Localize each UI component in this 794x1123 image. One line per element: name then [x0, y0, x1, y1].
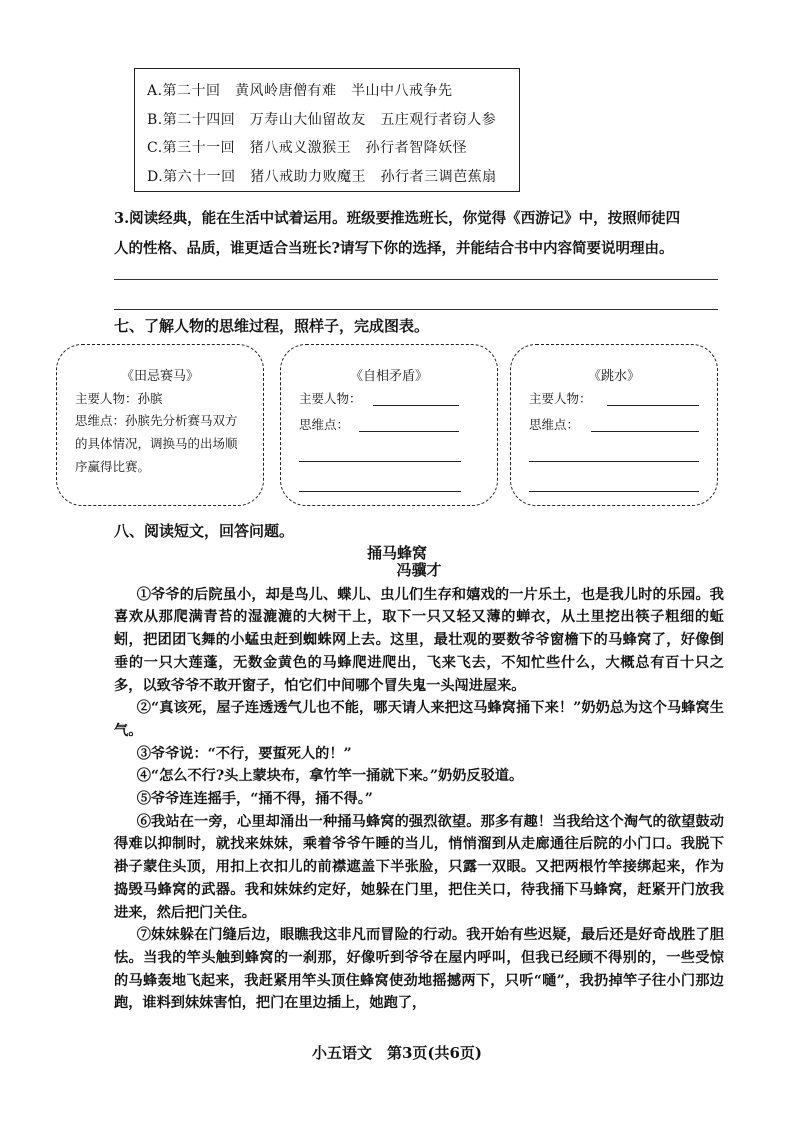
page-footer: 小五语文 第3页(共6页): [311, 1044, 483, 1062]
question-3-line-2: 人的性格、品质，谁更适合当班长?请写下你的选择，并能结合书中内容简要说明理由。: [114, 240, 674, 257]
article-body: [114, 561, 724, 1015]
article-author: 冯骥才: [396, 561, 442, 579]
option-b: B.第二十四回 万寿山大仙留故友 五庄观行者窃人参: [147, 111, 497, 128]
main-character-label: 主要人物：: [299, 391, 362, 406]
option-d: D.第六十一回 猪八戒助力败魔王 孙行者三调芭蕉扇: [147, 168, 497, 185]
thinking-point-blank-1[interactable]: [359, 431, 459, 432]
paragraph-6: ⑥我站在一旁，心里却涌出一种捅马蜂窝的强烈欲望。那多有趣！当我给这个淘气的欲望鼓动得难以抑制时，就找来妹妹，乘着爷爷午睡的当儿，悄悄溜到从走廊通往后院的小门口。我脱下褂子蒙住头顶，用扣上衣扣儿的前襟遮盖下半张脸，只露一双眼。又把两根竹竿接绑起来，作为捣毁马蜂窝的武器。我和妹妹约定好，她躲在门里，把住关口，待我捅下马蜂窝，赶紧开门放我进来，然后把门关住。: [114, 813, 724, 921]
fill-box-zixiangmaodun: [280, 344, 498, 506]
section-7-heading: 七、了解人物的思维过程，照样子，完成图表。: [114, 317, 430, 335]
section-8-heading: 八、阅读短文，回答问题。: [114, 522, 295, 540]
example-box-tianji: [56, 344, 264, 506]
answer-line-2[interactable]: [114, 309, 718, 310]
paragraph-1: ①爷爷的后院虽小，却是鸟儿、蝶儿、虫儿们生存和嬉戏的一片乐土，也是我儿时的乐园。我喜欢从那爬满青苔的湿漉漉的大树干上，取下一只又轻又薄的蝉衣，从土里挖出筷子粗细的蚯蚓，把团团飞舞的小蜢虫赶到蜘蛛网上去。这里，最壮观的要数爷爷窗檐下的马蜂窝了，好像倒垂的一只大莲蓬，无数金黄色的马蜂爬进爬出，飞来飞去，不知忙些什么，大概总有百十只之多，以致爷爷不敢开窗子，怕它们中间哪个冒失鬼一头闯进屋来。: [114, 586, 724, 694]
paragraph-2: ②“真该死，屋子连透透气儿也不能，哪天请人来把这马蜂窝捅下来！”奶奶总为这个马蜂窝生气。: [114, 700, 724, 739]
box-title: 《跳水》: [587, 369, 640, 384]
paragraph-7: ⑦妹妹躲在门缝后边，眼瞧我这非凡而冒险的行动。我开始有些迟疑，最后还是好奇战胜了胆怯。当我的竿头触到蜂窝的一刹那，好像听到爷爷在屋内呼叫，但我已经顾不得别的，一些受惊的马蜂轰地飞起来，我赶紧用竿头顶住蜂窝使劲地摇撼两下，只听“嗵”，我扔掉竿子往小门那边跑，谁料到妹妹害怕，把门在里边插上，她跑了，: [114, 927, 724, 1012]
paragraph-3: ③爷爷说：“不行，要蜇死人的！”: [136, 745, 352, 762]
thinking-point-text: 思维点：孙膑先分析赛马双方的具体情况，调换马的出场顺序赢得比赛。: [75, 413, 238, 474]
thinking-point-label: 思维点：: [299, 417, 350, 432]
paragraph-4: ④“怎么不行?头上蒙块布，拿竹竿一捅就下来。”奶奶反驳道。: [136, 768, 524, 785]
article-title: 捅马蜂窝: [366, 544, 427, 562]
main-character-label: 主要人物：: [529, 391, 592, 406]
main-character-label: 主要人物：孙膑: [75, 391, 163, 406]
thinking-point-blank-3[interactable]: [529, 491, 699, 492]
question-3-line-1: 3.阅读经典，能在生活中试着运用。班级要推选班长，你觉得《西游记》中，按照师徒四: [114, 210, 681, 227]
box-title: 《田忌赛马》: [120, 369, 199, 384]
question-3: [114, 204, 724, 264]
option-a: A.第二十回 黄风岭唐僧有难 半山中八戒争先: [147, 83, 453, 99]
thinking-point-blank-2[interactable]: [299, 461, 461, 462]
option-c: C.第三十一回 猪八戒义激猴王 孙行者智降妖怪: [147, 140, 468, 156]
thinking-point-blank-3[interactable]: [299, 491, 461, 492]
answer-line-1[interactable]: [114, 279, 718, 280]
box-title: 《自相矛盾》: [349, 369, 428, 384]
paragraph-5: ⑤爷爷连连摇手，“捅不得，捅不得。”: [136, 791, 373, 808]
thinking-point-label: 思维点：: [529, 417, 580, 432]
main-character-blank[interactable]: [607, 405, 699, 406]
fill-box-tiaoshui: [510, 344, 718, 506]
main-character-blank[interactable]: [373, 405, 459, 406]
thinking-point-blank-1[interactable]: [591, 431, 699, 432]
chapter-options-box: [134, 68, 520, 192]
thinking-point-blank-2[interactable]: [529, 461, 699, 462]
